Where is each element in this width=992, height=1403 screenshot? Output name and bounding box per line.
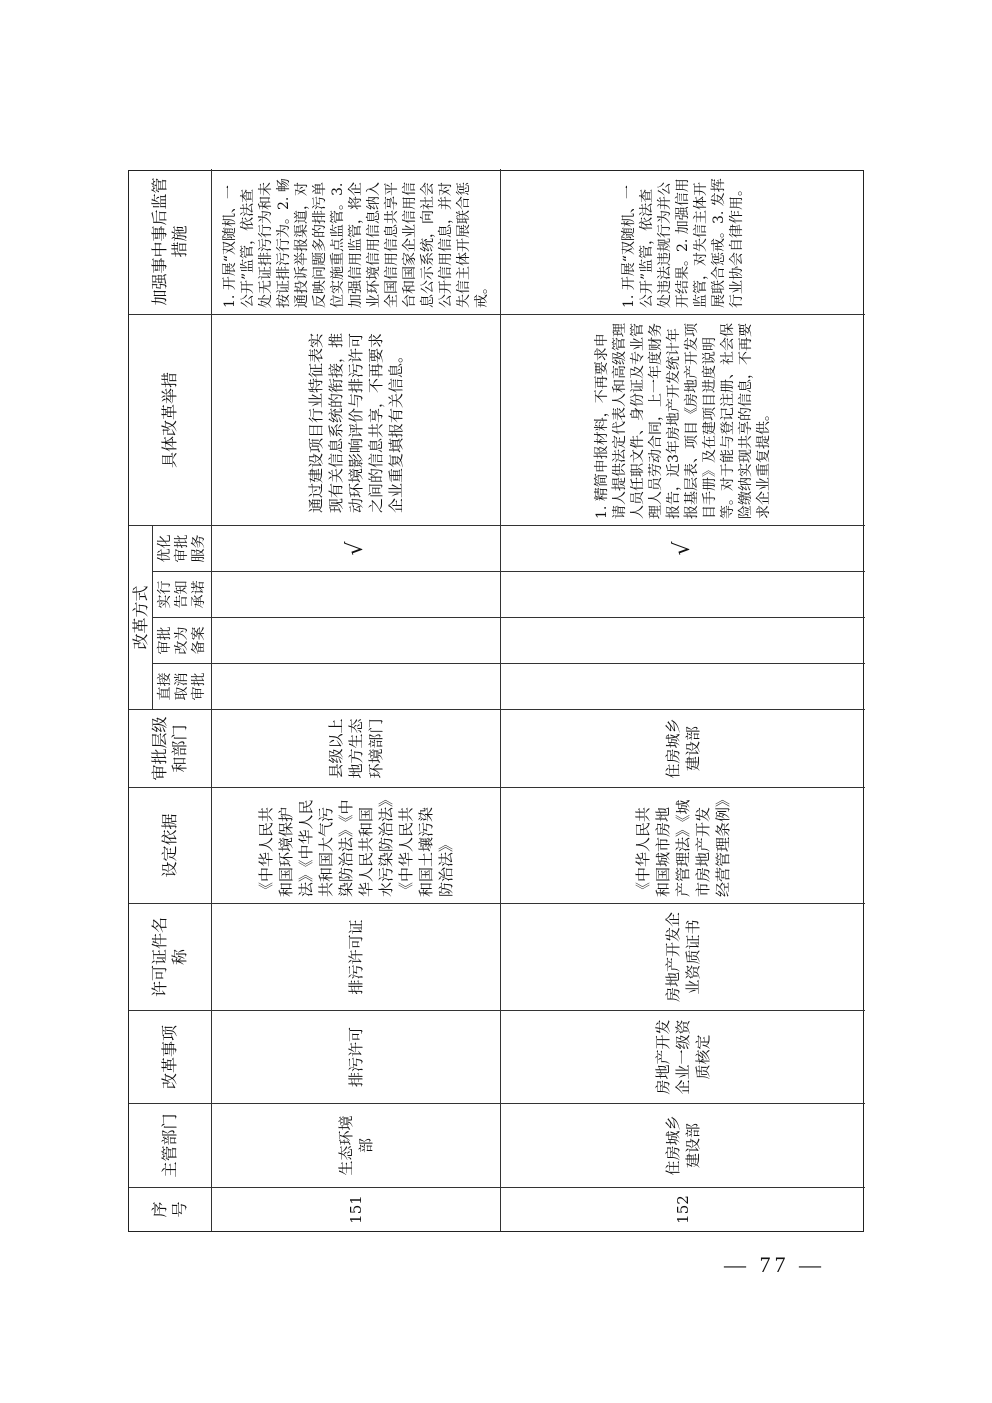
row-152-method-cancel xyxy=(501,663,865,709)
header-method-group: 改革方式 xyxy=(129,525,153,709)
header-item: 改革事项 xyxy=(129,1010,212,1103)
header-method-filing: 审批改为备案 xyxy=(153,617,212,663)
row-152-basis: 《中华人民共和国城市房地产管理法》《城市房地产开发经营管理条例》 xyxy=(501,787,865,903)
header-method-cancel: 直接取消审批 xyxy=(153,663,212,709)
row-151-seq: 151 xyxy=(212,1187,501,1231)
row-152-supervision: 1. 开展“双随机、一公开”监管，依法查处违法违规行为并公开结果。2. 加强信用监管，对失信主体开展联合惩戒。3. 发挥行业协会自律作用。 xyxy=(621,178,745,308)
page-number: — 77 — xyxy=(724,1252,825,1277)
row-151-item: 排污许可 xyxy=(212,1010,501,1103)
row-151-method-optimize-check: √ xyxy=(212,525,501,571)
row-152-method-commitment xyxy=(501,571,865,617)
header-supervision: 加强事中事后监管措施 xyxy=(129,169,212,314)
row-152-method-optimize-check: √ xyxy=(501,525,865,571)
header-level: 审批层级和部门 xyxy=(129,709,212,787)
header-measures: 具体改革举措 xyxy=(129,314,212,525)
row-151-level: 县级以上地方生态环境部门 xyxy=(212,709,501,787)
reform-table xyxy=(128,170,864,1232)
row-152-level: 住房城乡建设部 xyxy=(501,709,865,787)
header-dept: 主管部门 xyxy=(129,1103,212,1187)
row-151-method-commitment xyxy=(212,571,501,617)
row-151-license: 排污许可证 xyxy=(212,903,501,1010)
header-method-commitment: 实行告知承诺 xyxy=(153,571,212,617)
header-basis: 设定依据 xyxy=(129,787,212,903)
row-152-license: 房地产开发企业资质证书 xyxy=(501,903,865,1010)
row-152-seq: 152 xyxy=(501,1187,865,1231)
header-seq: 序号 xyxy=(129,1187,212,1231)
header-method-optimize: 优化审批服务 xyxy=(153,525,212,571)
row-151-measures: 通过建设项目行业特征表实现有关信息系统的衔接，推动环境影响评价与排污许可之间的信息共享，不再要求企业重复填报有关信息。 xyxy=(212,314,501,525)
header-license: 许可证件名称 xyxy=(129,903,212,1010)
row-151-method-filing xyxy=(212,617,501,663)
row-152-item: 房地产开发企业一级资质核定 xyxy=(501,1010,865,1103)
row-152-dept: 住房城乡建设部 xyxy=(501,1103,865,1187)
row-151-dept: 生态环境部 xyxy=(212,1103,501,1187)
row-152-method-filing xyxy=(501,617,865,663)
row-151-method-cancel xyxy=(212,663,501,709)
rotated-table-wrapper xyxy=(128,170,864,1232)
row-152-measures: 1. 精简申报材料，不再要求申请人提供法定代表人和高级管理人员任职文件、身份证及专业管理人员劳动合同，上一年度财务报告，近3年房地产开发统计年报基层表、项目《房地产开发项目手册》及在建项目进度说明等。对于能与登记注册、社会保险缴纳实现共享的信息，不再要求企业重复提供。 xyxy=(501,314,865,525)
row-151-basis: 《中华人民共和国环境保护法》《中华人民共和国大气污染防治法》《中华人民共和国水污染防治法》《中华人民共和国土壤污染防治法》 xyxy=(212,787,501,903)
row-151-supervision: 1. 开展“双随机、一公开”监管，依法查处无证排污行为和未按证排污行为。2. 畅通投诉举报渠道，对反映问题多的排污单位实施重点监管。3. 加强信用监管，将企业环境信用信息纳入全国信用信息共享平台和国家企业信用信息公示系统，向社会公开信用信息，并对失信主体开展联合惩戒。 xyxy=(212,169,501,314)
